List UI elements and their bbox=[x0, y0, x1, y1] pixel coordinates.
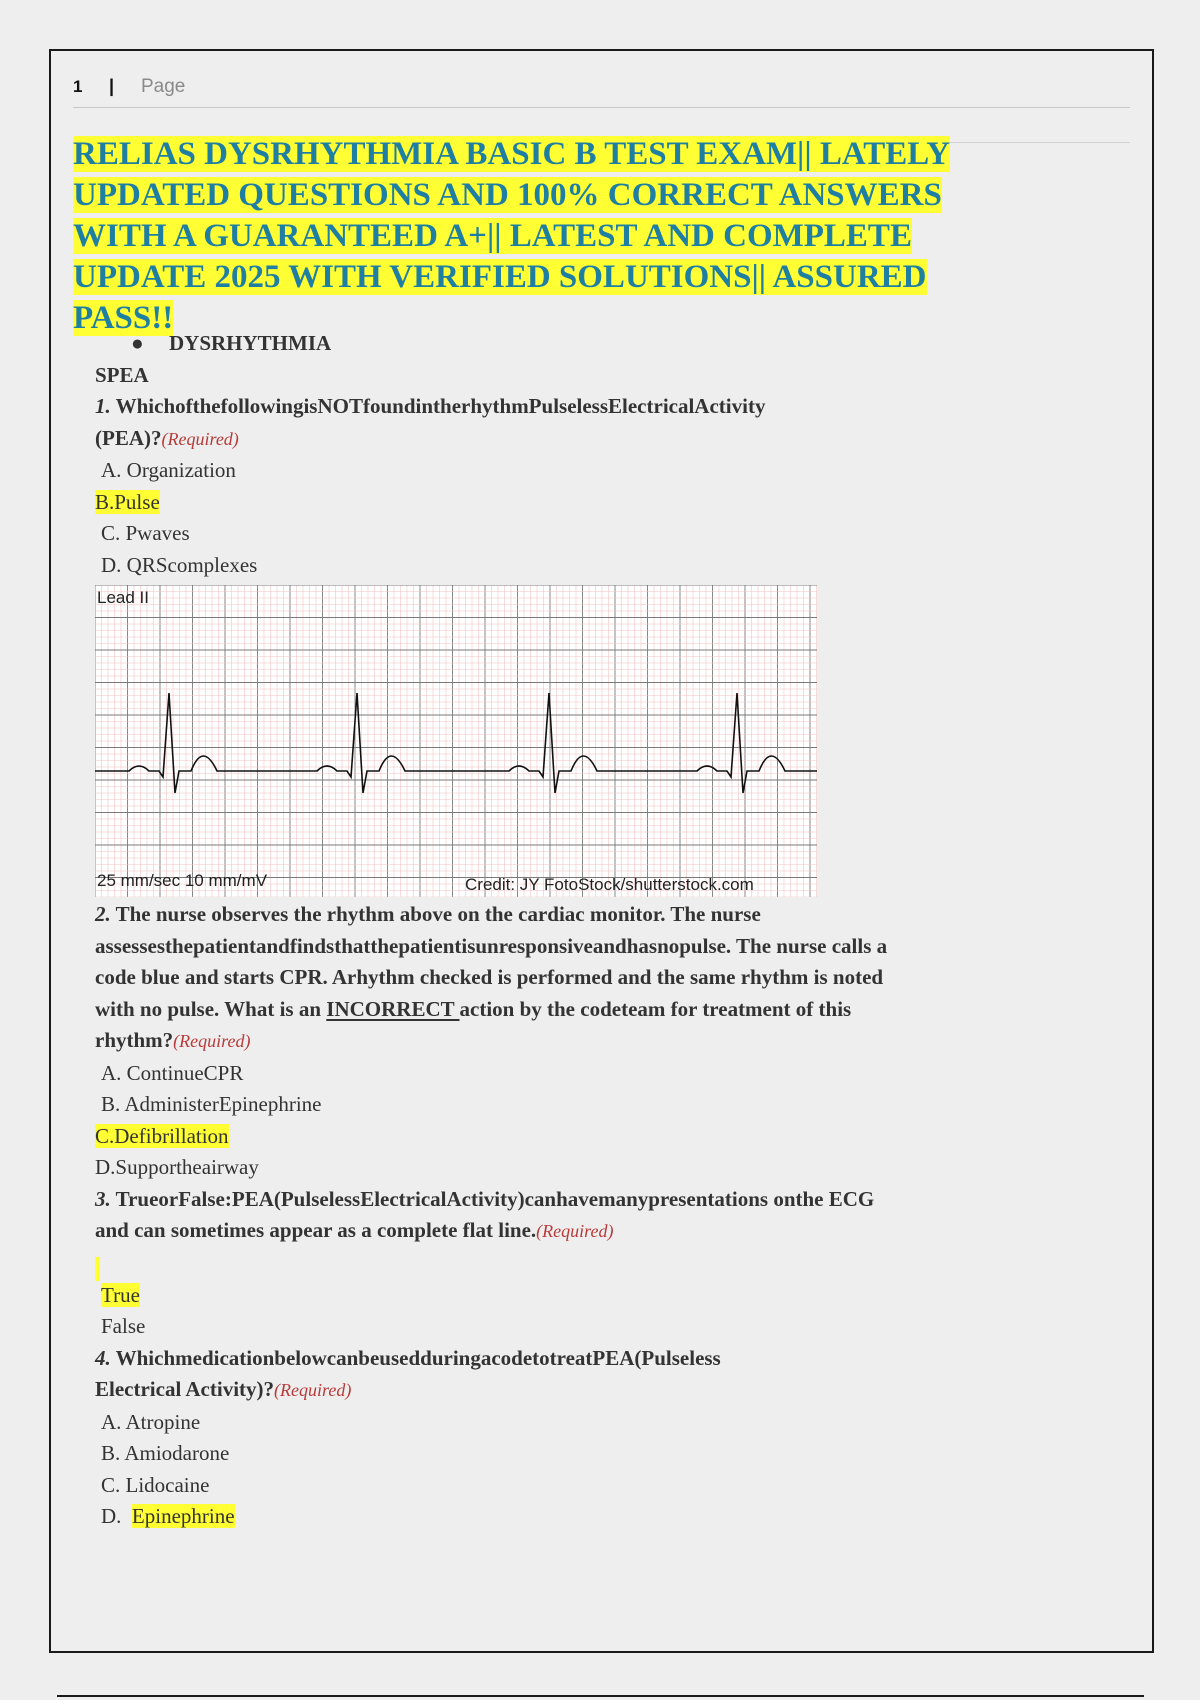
question-text: (PEA)? bbox=[95, 425, 162, 450]
question-number: 2. bbox=[95, 902, 111, 926]
answer-option-correct bbox=[95, 1501, 1025, 1533]
title-line: WITH A GUARANTEED A+|| LATEST AND COMPLETE bbox=[73, 218, 912, 254]
question-number: 1. bbox=[95, 394, 111, 418]
question-text: rhythm? bbox=[95, 1028, 174, 1052]
page-word: Page bbox=[141, 76, 186, 97]
ecg-credit: Credit: JY FotoStock/shutterstock.com bbox=[465, 875, 754, 894]
option-letter: D. bbox=[101, 1504, 132, 1528]
bullet-text: DYSRHYTHMIA bbox=[169, 331, 332, 355]
ecg-strip bbox=[95, 585, 817, 897]
question-text: code blue and starts CPR. Arhythm checked is performed and the same rhythm is noted bbox=[95, 965, 884, 989]
answer-option: A. ContinueCPR bbox=[101, 1060, 244, 1085]
bottom-rule bbox=[57, 1695, 1144, 1697]
question-text: with no pulse. What is an bbox=[95, 996, 327, 1021]
answer-option: C. Pwaves bbox=[101, 521, 190, 545]
answer-option-correct bbox=[95, 1121, 1025, 1153]
question-4 bbox=[95, 1343, 1025, 1407]
question-text: WhichmedicationbelowcanbeusedduringacodetotreatPEA(Pulseless bbox=[115, 1345, 721, 1370]
ecg-scale-label: 25 mm/sec 10 mm/mV bbox=[97, 871, 268, 890]
question-text: action by the codeteam for treatment of this bbox=[459, 996, 852, 1021]
highlight-marker-row bbox=[95, 1248, 1025, 1280]
correct-answer-highlight: True bbox=[101, 1282, 140, 1307]
underlined-word: INCORRECT bbox=[326, 996, 460, 1021]
answer-option: D. QRScomplexes bbox=[101, 552, 258, 577]
bullet-heading bbox=[95, 328, 1025, 360]
title-line: RELIAS DYSRHYTHMIA BASIC B TEST EXAM|| LATELY bbox=[73, 136, 951, 172]
document-title bbox=[73, 134, 1073, 339]
question-text: Electrical Activity)? bbox=[95, 1377, 275, 1401]
highlight-marker bbox=[95, 1257, 100, 1281]
question-text: assessesthepatientandfindsthatthepatientisunresponsiveandhasnopulse. The nurse calls a bbox=[95, 933, 888, 958]
answer-option: B. AdministerEpinephrine bbox=[101, 1092, 322, 1116]
answer-option: A. Atropine bbox=[101, 1409, 201, 1434]
bullet-icon: ● bbox=[131, 331, 144, 355]
page-number: 1 bbox=[73, 77, 83, 96]
required-tag: (Required) bbox=[274, 1380, 352, 1400]
correct-answer-highlight: B.Pulse bbox=[95, 489, 160, 514]
answer-option: False bbox=[101, 1314, 146, 1338]
title-line: PASS!! bbox=[73, 300, 174, 336]
question-number: 3. bbox=[95, 1186, 111, 1211]
correct-answer-highlight: C.Defibrillation bbox=[95, 1123, 229, 1148]
answer-option: D.Supportheairway bbox=[95, 1155, 259, 1179]
answer-option-correct bbox=[95, 1280, 1025, 1312]
question-text: and can sometimes appear as a complete flat line. bbox=[95, 1218, 537, 1242]
answer-option: A. Organization bbox=[101, 458, 236, 482]
question-text: TrueorFalse:PEA(PulselessElectricalActivity)canhavemanypresentations onthe ECG bbox=[115, 1186, 875, 1211]
title-line: UPDATED QUESTIONS AND 100% CORRECT ANSWERS bbox=[73, 177, 942, 213]
required-tag: (Required) bbox=[161, 428, 239, 449]
answer-option-correct bbox=[95, 487, 1025, 519]
answer-option: B. Amiodarone bbox=[101, 1441, 230, 1465]
question-3 bbox=[95, 1184, 1025, 1248]
ecg-grid-graphic bbox=[95, 585, 817, 897]
required-tag: (Required) bbox=[536, 1221, 614, 1241]
question-2 bbox=[95, 899, 1025, 1058]
document-body bbox=[95, 328, 1025, 1533]
correct-answer-highlight: Epinephrine bbox=[131, 1504, 235, 1528]
page-header bbox=[73, 77, 1130, 108]
question-text: The nurse observes the rhythm above on the cardiac monitor. The nurse bbox=[115, 902, 761, 926]
page-separator: | bbox=[109, 76, 115, 96]
question-1 bbox=[95, 391, 1025, 455]
ecg-trace bbox=[95, 693, 817, 793]
question-text: WhichofthefollowingisNOTfoundintherhythmPulselessElectricalActivity bbox=[115, 394, 766, 418]
question-number: 4. bbox=[95, 1345, 111, 1370]
ecg-lead-label: Lead II bbox=[97, 588, 149, 607]
required-tag: (Required) bbox=[173, 1031, 251, 1051]
title-line: UPDATE 2025 WITH VERIFIED SOLUTIONS|| ASSURED bbox=[73, 259, 927, 295]
answer-option: C. Lidocaine bbox=[101, 1472, 210, 1497]
section-label: SPEA bbox=[95, 362, 149, 387]
